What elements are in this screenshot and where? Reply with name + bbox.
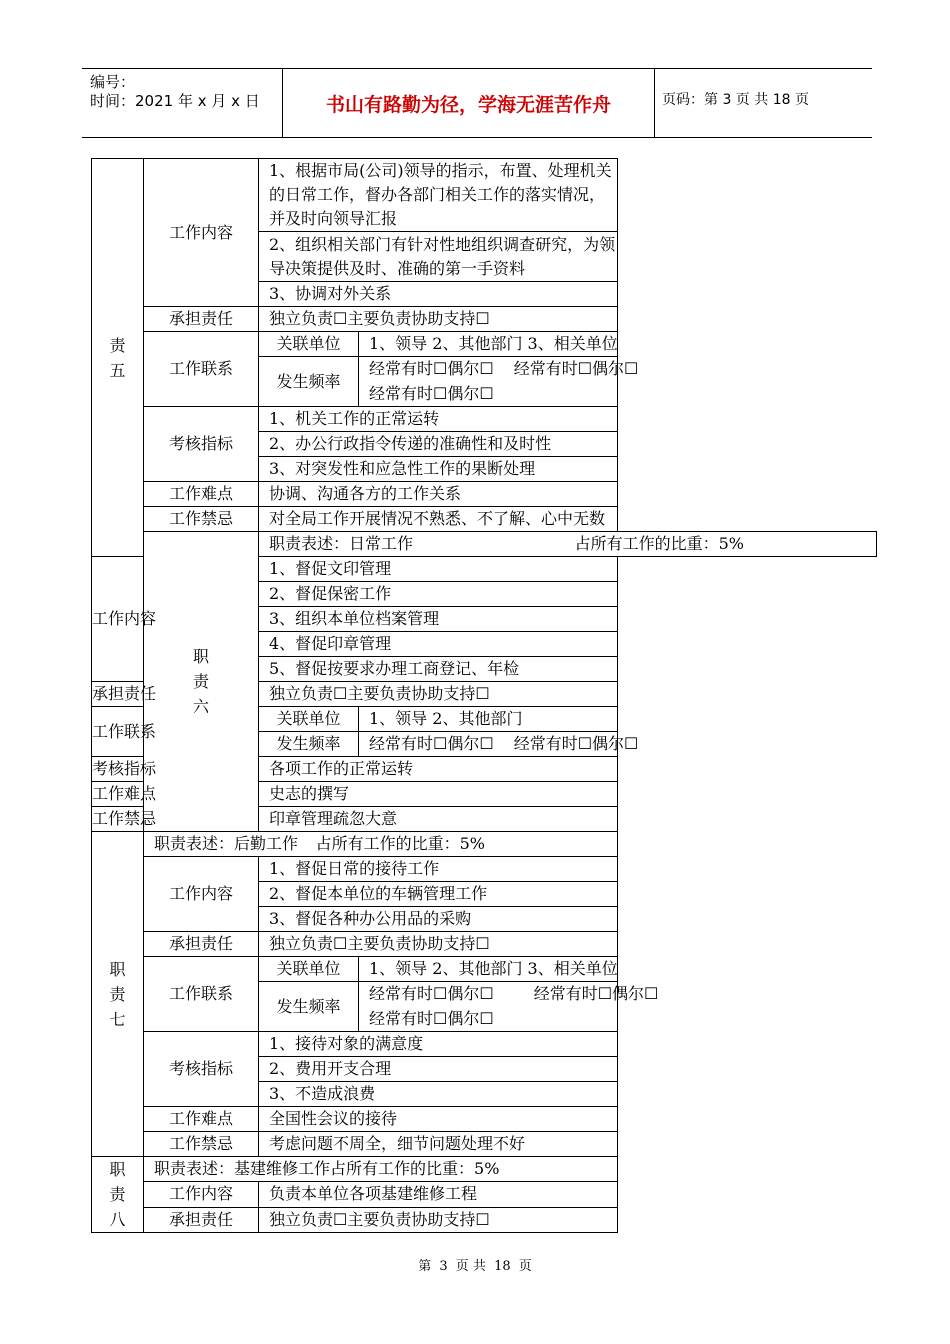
row-label-work-content: 工作内容 (144, 159, 259, 307)
footer-page-mid: 页 共 (455, 1259, 486, 1274)
table-row (92, 307, 877, 332)
table-row (92, 332, 877, 357)
row-label-work-contact: 工作联系 (144, 332, 259, 407)
work-content-item: 3、组织本单位档案管理 (259, 607, 618, 632)
row-label-work-contact: 工作联系 (92, 707, 144, 757)
header-meta (82, 69, 282, 137)
kpi-item: 2、办公行政指令传递的准确性和及时性 (259, 432, 618, 457)
row-label-responsibility: 承担责任 (144, 932, 259, 957)
difficulty-value: 协调、沟通各方的工作关系 (259, 482, 618, 507)
footer-page-prefix: 第 (418, 1259, 432, 1274)
row-label-responsibility: 承担责任 (92, 682, 144, 707)
table-row (92, 1182, 877, 1207)
row-label-work-content: 工作内容 (92, 557, 144, 682)
frequency-option: 经常有时☐偶尔☐ (513, 359, 639, 379)
row-label-responsibility: 承担责任 (144, 1207, 259, 1232)
footer-page-number: 3 (439, 1259, 448, 1274)
table-row (92, 957, 877, 982)
taboo-value: 印章管理疏忽大意 (259, 807, 618, 832)
work-content-value: 负责本单位各项基建维修工程 (259, 1182, 618, 1207)
work-content-item: 1、根据市局(公司)领导的指示，布置、处理机关的日常工作，督办各部门相关工作的落实情况，并及时向领导汇报 (259, 159, 618, 232)
responsibility-table (91, 158, 877, 1233)
section-6-label: 职 责 六 (192, 647, 209, 716)
row-label-difficulty: 工作难点 (144, 482, 259, 507)
responsibility-value: 独立负责☐主要负责协助支持☐ (259, 682, 618, 707)
work-content-item: 1、督促日常的接待工作 (259, 857, 618, 882)
table-row (92, 1032, 877, 1057)
work-content-item: 3、督促各种办公用品的采购 (259, 907, 618, 932)
header-divider (654, 69, 655, 137)
duty-ratio: 占所有工作的比重：5% (574, 534, 744, 553)
sub-label-related-units: 关联单位 (259, 957, 359, 982)
work-content-item: 1、督促文印管理 (259, 557, 618, 582)
page-header (82, 68, 872, 138)
frequency-option: 经常有时☐偶尔☐ (359, 382, 618, 407)
sub-label-frequency: 发生频率 (259, 357, 359, 407)
duty-description: 职责表述：日常工作 (269, 534, 414, 553)
kpi-item: 1、接待对象的满意度 (259, 1032, 618, 1057)
sub-label-related-units: 关联单位 (259, 707, 359, 732)
page-footer (0, 1258, 950, 1276)
table-row (92, 932, 877, 957)
responsibility-value: 独立负责☐主要负责协助支持☐ (259, 1207, 618, 1232)
frequency-option: 经常有时☐偶尔☐ (359, 1007, 618, 1032)
related-units-value: 1、领导 2、其他部门 (359, 707, 618, 732)
row-label-taboo: 工作禁忌 (144, 1132, 259, 1157)
sub-label-frequency: 发生频率 (259, 982, 359, 1032)
kpi-item: 3、对突发性和应急性工作的果断处理 (259, 457, 618, 482)
row-label-taboo: 工作禁忌 (92, 807, 144, 832)
related-units-value: 1、领导 2、其他部门 3、相关单位 (359, 957, 618, 982)
work-content-item: 4、督促印章管理 (259, 632, 618, 657)
work-content-item: 2、督促本单位的车辆管理工作 (259, 882, 618, 907)
duty-description-row (259, 532, 877, 557)
frequency-option: 经常有时☐偶尔☐ (513, 734, 639, 753)
table-row (92, 532, 877, 557)
duty-ratio: 占所有工作的比重：5% (315, 834, 485, 853)
row-label-taboo: 工作禁忌 (144, 507, 259, 532)
frequency-option: 经常有时☐偶尔☐ (369, 734, 494, 753)
taboo-value: 对全局工作开展情况不熟悉、不了解、心中无数 (259, 507, 618, 532)
row-label-work-content: 工作内容 (144, 857, 259, 932)
frequency-value (359, 982, 659, 1007)
duty-description-row (144, 1157, 618, 1182)
doc-time-label: 时间：2021 年 x 月 x 日 (90, 92, 260, 110)
row-label-work-contact: 工作联系 (144, 957, 259, 1032)
sub-label-frequency: 发生频率 (259, 732, 359, 757)
frequency-value (359, 357, 639, 382)
duty-description: 职责表述：基建维修工作 (154, 1159, 331, 1179)
footer-page-suffix: 页 (518, 1259, 532, 1274)
footer-page-total: 18 (494, 1259, 511, 1274)
frequency-option: 经常有时☐偶尔☐ (369, 984, 494, 1004)
taboo-value: 考虑问题不周全，细节问题处理不好 (259, 1132, 618, 1157)
frequency-option: 经常有时☐偶尔☐ (533, 984, 659, 1004)
frequency-option: 经常有时☐偶尔☐ (369, 359, 494, 379)
kpi-item: 2、费用开支合理 (259, 1057, 618, 1082)
table-row (92, 407, 877, 432)
section-title-6 (144, 532, 259, 832)
section-8-label: 职 责 八 (109, 1160, 126, 1229)
related-units-value: 1、领导 2、其他部门 3、相关单位 (359, 332, 618, 357)
section-7-label: 职 责 七 (109, 959, 126, 1029)
table-row (92, 1207, 877, 1232)
table-row (92, 1157, 877, 1182)
section-title-8 (92, 1157, 144, 1233)
row-label-difficulty: 工作难点 (92, 782, 144, 807)
responsibility-value: 独立负责☐主要负责协助支持☐ (259, 307, 618, 332)
table-row (92, 1132, 877, 1157)
table-row (92, 482, 877, 507)
header-motto: 书山有路勤为径，学海无涯苦作舟 (325, 93, 611, 116)
kpi-value: 各项工作的正常运转 (259, 757, 618, 782)
section-title-5 (92, 159, 144, 557)
work-content-item: 2、督促保密工作 (259, 582, 618, 607)
work-content-item: 3、协调对外关系 (259, 282, 618, 307)
row-label-responsibility: 承担责任 (144, 307, 259, 332)
row-label-kpi: 考核指标 (144, 1032, 259, 1107)
table-row (92, 1107, 877, 1132)
table-row (92, 507, 877, 532)
kpi-item: 1、机关工作的正常运转 (259, 407, 618, 432)
duty-description-row (144, 832, 618, 857)
duty-description: 职责表述：后勤工作 (154, 834, 299, 853)
work-content-item: 5、督促按要求办理工商登记、年检 (259, 657, 618, 682)
row-label-work-content: 工作内容 (144, 1182, 259, 1207)
section-title-7 (92, 832, 144, 1157)
section-5-label: 责 五 (109, 335, 126, 380)
header-page-info: 页码：第 3 页 共 18 页 (662, 92, 809, 108)
table-row (92, 857, 877, 882)
sub-label-related-units: 关联单位 (259, 332, 359, 357)
difficulty-value: 全国性会议的接待 (259, 1107, 618, 1132)
row-label-difficulty: 工作难点 (144, 1107, 259, 1132)
difficulty-value: 史志的撰写 (259, 782, 618, 807)
doc-code-label: 编号： (90, 73, 136, 91)
table-row (92, 832, 877, 857)
duty-ratio: 占所有工作的比重：5% (330, 1159, 500, 1179)
kpi-item: 3、不造成浪费 (259, 1082, 618, 1107)
work-content-item: 2、组织相关部门有针对性地组织调查研究，为领导决策提供及时、准确的第一手资料 (259, 232, 618, 282)
responsibility-value: 独立负责☐主要负责协助支持☐ (259, 932, 618, 957)
frequency-value (359, 732, 639, 757)
row-label-kpi: 考核指标 (144, 407, 259, 482)
table-row (92, 159, 877, 232)
row-label-kpi: 考核指标 (92, 757, 144, 782)
